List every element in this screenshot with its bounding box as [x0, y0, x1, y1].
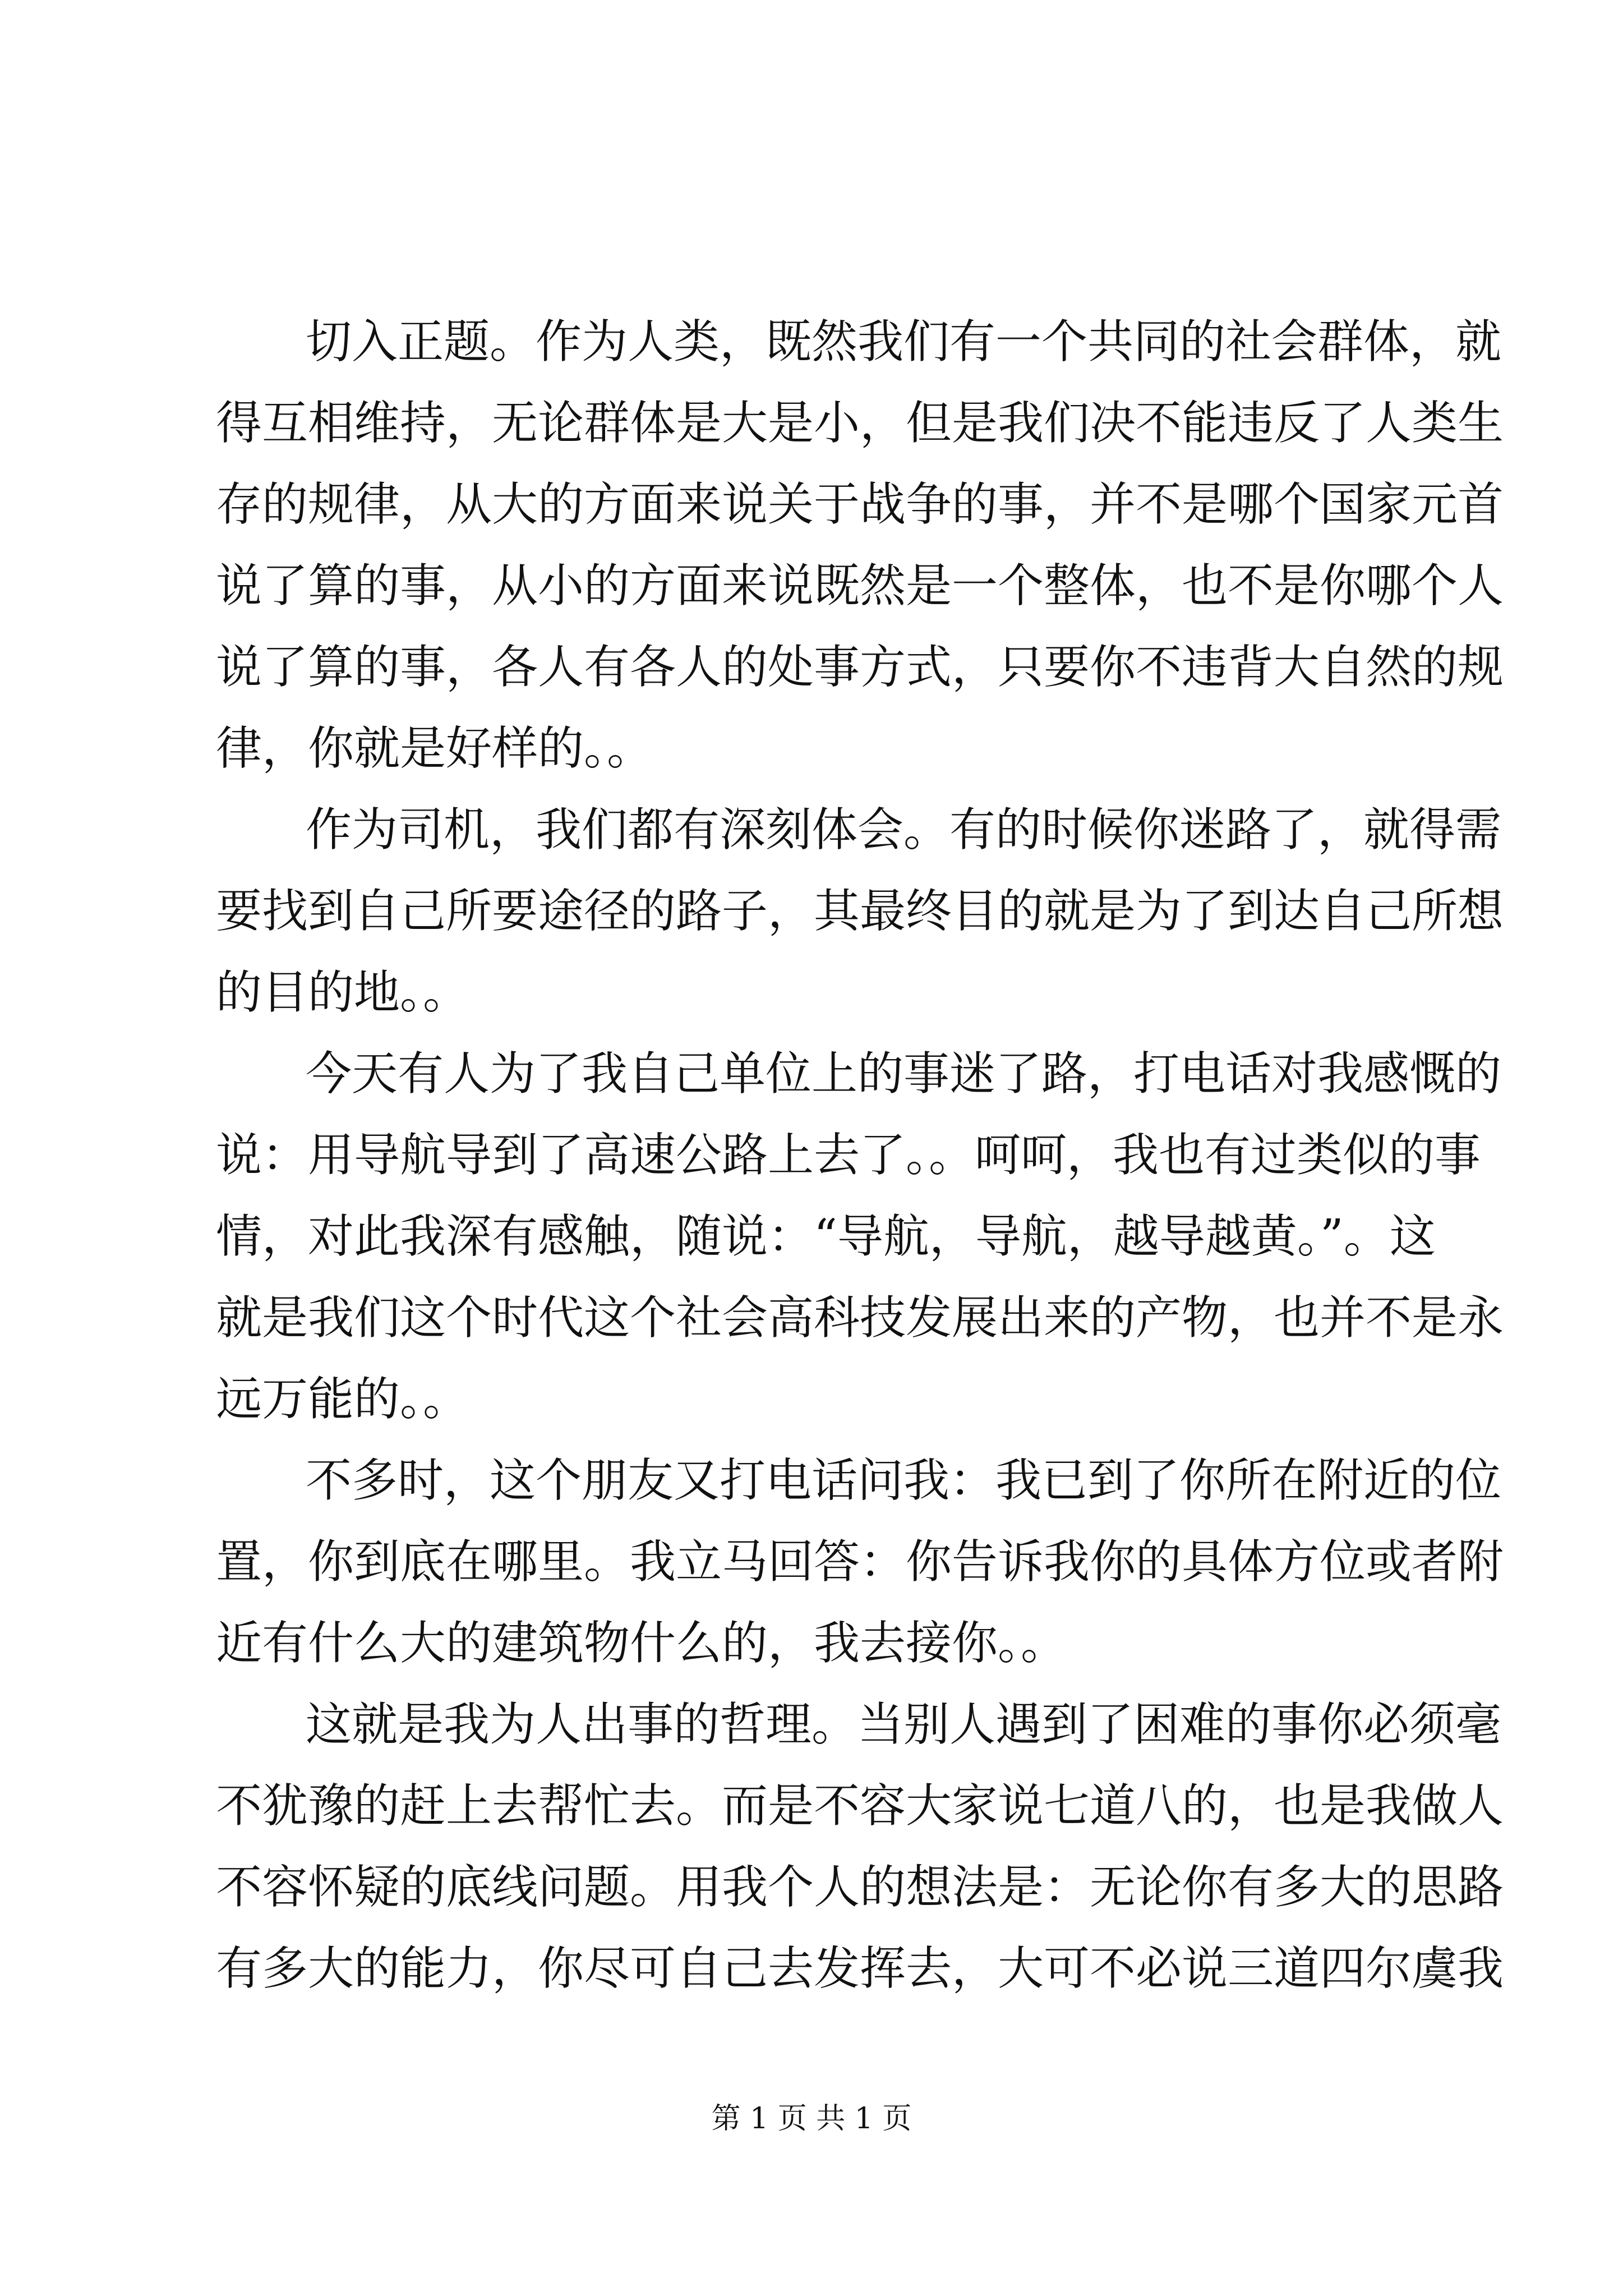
paragraph-4-line-3: 近有什么大的建筑物什么的，我去接你。。 — [216, 1617, 1067, 1670]
paragraph-3-line-4: 就是我们这个时代这个社会高科技发展出来的产物，也并不是永 — [216, 1291, 1504, 1345]
paragraph-1-line-2: 得互相维持，无论群体是大是小，但是我们决不能违反了人类生 — [216, 397, 1504, 450]
paragraph-4-line-2: 置，你到底在哪里。我立马回答：你告诉我你的具体方位或者附 — [216, 1535, 1504, 1589]
paragraph-3-line-5: 远万能的。。 — [216, 1373, 469, 1426]
paragraph-3-line-2: 说：用导航导到了高速公路上去了。。呵呵，我也有过类似的事 — [216, 1129, 1481, 1182]
paragraph-5-line-3: 不容怀疑的底线问题。用我个人的想法是：无论你有多大的思路 — [216, 1861, 1504, 1914]
paragraph-1-line-6: 律，你就是好样的。。 — [216, 722, 653, 775]
paragraph-1-line-4: 说了算的事，从小的方面来说既然是一个整体，也不是你哪个人 — [216, 559, 1504, 613]
paragraph-2-line-1: 作为司机，我们都有深刻体会。有的时候你迷路了，就得需 — [306, 803, 1502, 857]
paragraph-1-line-5: 说了算的事，各人有各人的处事方式，只要你不违背大自然的规 — [216, 641, 1504, 694]
paragraph-3-line-1: 今天有人为了我自己单位上的事迷了路，打电话对我感慨的 — [306, 1047, 1502, 1101]
paragraph-5-line-1: 这就是我为人出事的哲理。当别人遇到了困难的事你必须毫 — [306, 1698, 1502, 1751]
paragraph-2-line-2: 要找到自己所要途径的路子，其最终目的就是为了到达自己所想 — [216, 885, 1504, 938]
page-footer: 第 1 页 共 1 页 — [711, 2102, 912, 2136]
paragraph-1-line-1: 切入正题。作为人类，既然我们有一个共同的社会群体，就 — [306, 315, 1502, 369]
paragraph-4-line-1: 不多时，这个朋友又打电话问我：我已到了你所在附近的位 — [306, 1454, 1502, 1507]
paragraph-3-line-3: 情，对此我深有感触，随说：“导航，导航，越导越黄。”。这 — [216, 1210, 1436, 1263]
paragraph-5-line-2: 不犹豫的赶上去帮忙去。而是不容大家说七道八的，也是我做人 — [216, 1779, 1504, 1833]
paragraph-2-line-3: 的目的地。。 — [216, 966, 469, 1019]
paragraph-1-line-3: 存的规律，从大的方面来说关于战争的事，并不是哪个国家元首 — [216, 478, 1504, 531]
paragraph-5-line-4: 有多大的能力，你尽可自己去发挥去，大可不必说三道四尔虞我 — [216, 1942, 1504, 1995]
